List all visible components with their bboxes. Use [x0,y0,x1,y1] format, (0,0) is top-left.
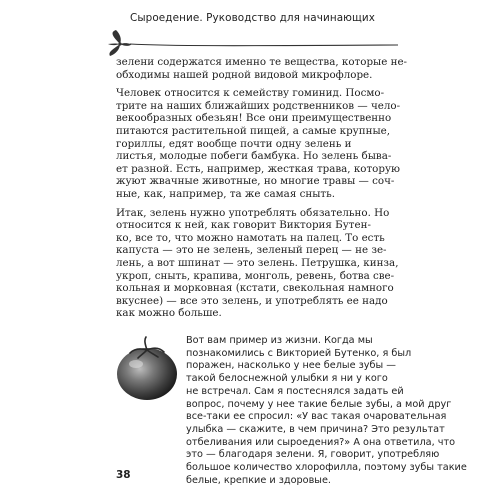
text-line: кольная и морковная (кстати, свекольная намного [116,282,394,295]
sidebar-story [186,335,467,487]
tomato-icon [114,336,180,402]
text-line: ет разной. Есть, например, жесткая трава, которую [116,162,400,175]
paragraph [116,206,399,320]
text-line: улыбка — скажите, в чем причина? Это результат [186,423,445,435]
text-line: укроп, сныть, крапива, монголь, ревень, ботва све- [116,269,395,282]
text-line: Человек относится к семейству гоминид. Посмо- [116,87,385,100]
text-line: относится к ней, как говорит Виктория Бутен- [116,219,371,232]
text-line: как можно больше. [116,307,222,320]
paragraph [116,87,401,200]
page-number: 38 [116,469,131,481]
text-line: ные, как, например, та же самая сныть. [116,187,335,200]
text-line: не встречал. Сам я постеснялся задать ей [186,385,404,397]
text-line: это — благодаря зелени. Я, говорит, употребляю [186,449,440,461]
text-line: поражен, насколько у нее белые зубы — [186,360,396,372]
text-line: зелени содержатся именно те вещества, которые не- [116,56,408,68]
text-line: отбеливания или сыроедения?» А она ответила, что [186,436,456,448]
text-line: векообразных обезьян! Все они преимущественно [116,112,392,125]
text-line: капуста — это не зелень, зеленый перец — не зе- [116,244,387,257]
paragraph [116,56,408,81]
text-line: обходимы нашей родной видовой микрофлоре. [116,68,373,81]
text-line: гориллы, едят вообще почти одну зелень и [116,137,352,150]
text-line: познакомились с Викторией Бутенко, я был [186,347,412,359]
text-line: большое количество хлорофилла, поэтому зубы такие [186,462,467,474]
text-line: трите на наших ближайших родственников — чело- [116,99,401,112]
text-line: лень, а вот шпинат — это зелень. Петрушка, кинза, [116,256,399,269]
text-line: питаются растительной пищей, а самые крупные, [116,124,391,137]
header-title: Сыроедение. Руководство для начинающих [130,12,376,24]
leaf-ornament-icon [108,26,398,56]
text-line: листья, молодые побеги бамбука. Но зелень быва- [116,150,392,163]
text-line: все-таки ее спросил: «У вас такая очаровательная [186,411,447,423]
text-line: такой белоснежной улыбки я ни у кого [186,373,388,385]
main-text [116,56,408,326]
text-line: ко, все то, что можно намотать на палец. То есть [116,231,385,244]
running-header [108,12,398,24]
text-line: вопрос, почему у нее такие белые зубы, а мой друг [186,398,452,410]
text-line: Итак, зелень нужно употреблять обязательно. Но [116,206,390,219]
text-line: жуют жвачные животные, но многие травы — соч- [116,175,395,188]
text-line: белые, крепкие и здоровые. [186,474,332,486]
text-line: вкуснее) — все это зелень, и употреблять ее надо [116,294,388,307]
text-line: Вот вам пример из жизни. Когда мы [186,335,373,346]
